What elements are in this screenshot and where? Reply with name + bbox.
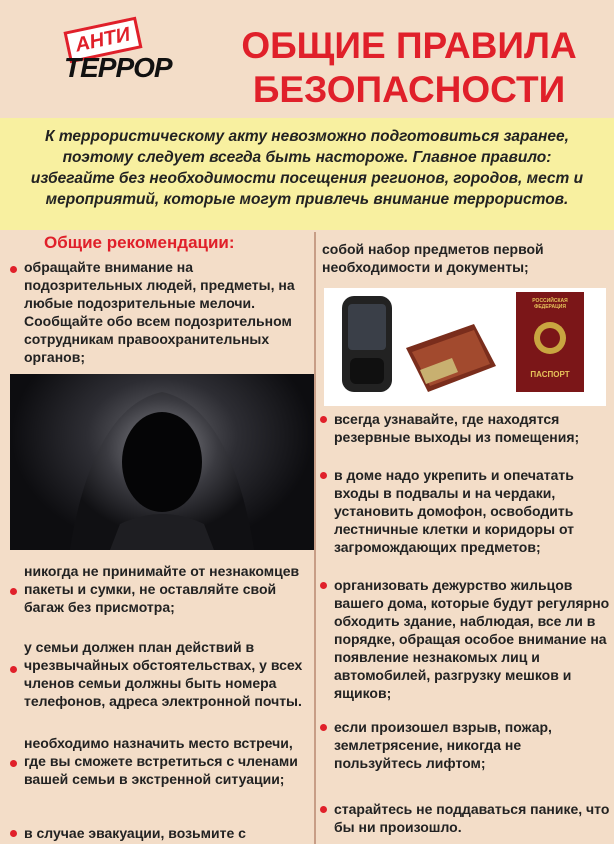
intro-band [0, 118, 614, 230]
logo-anti-label: АНТИ [63, 17, 142, 64]
title-line-1: ОБЩИЕ ПРАВИЛА [241, 25, 577, 66]
list-item: организовать дежурство жильцов вашего дома, которые будут регулярно обходить здание, наблюдая, все ли в порядке, обращая особое внимание на появление незнакомых лиц и автомобилей, разгрузку мешков и ящиков; [320, 576, 610, 702]
bullet-icon [320, 724, 327, 731]
list-item: если произошел взрыв, пожар, землетрясение, никогда не пользуйтесь лифтом; [320, 718, 610, 772]
bullet-icon [10, 666, 17, 673]
passport-label: ПАСПОРТ [530, 370, 570, 379]
bullet-icon [10, 266, 17, 273]
bullet-icon [10, 760, 17, 767]
bullet-icon [320, 806, 327, 813]
passport-header: РОССИЙСКАЯ ФЕДЕРАЦИЯ [532, 298, 568, 310]
list-item: необходимо назначить место встречи, где вы сможете встретиться с членами вашей семьи в экстренной ситуации; [10, 734, 306, 788]
title-line-2: БЕЗОПАСНОСТИ [252, 69, 566, 110]
anti-terror-logo [56, 10, 206, 98]
right-column [320, 232, 610, 844]
left-column [10, 232, 308, 844]
bullet-icon [320, 582, 327, 589]
bullet-icon [320, 472, 327, 479]
hooded-figure-icon [10, 374, 314, 550]
logo-terror-label: ТЕРРОР [64, 52, 172, 83]
bullet-icon [10, 588, 17, 595]
list-item: старайтесь не поддаваться панике, что бы ни произошло. [320, 800, 610, 836]
page-title [214, 24, 604, 112]
phone-icon [342, 296, 392, 392]
intro-text: К террористическому акту невозможно подготовиться заранее, поэтому следует всегда быть настороже. Главное правило: избегайте без необходимости посещения регионов, городов, мест и мероприятий, которые могут привлечь внимание террористов. [30, 128, 584, 208]
list-item: в доме надо укрепить и опечатать входы в подвалы и на чердаки, установить домофон, освободить лестничные клетки и коридоры от загромождающих предметов; [320, 466, 610, 556]
header [0, 0, 614, 118]
continuation-text: собой набор предметов первой необходимости и документы; [322, 241, 544, 275]
bullet-icon [320, 416, 327, 423]
essentials-image [324, 288, 606, 406]
list-item: обращайте внимание на подозрительных людей, предметы, на любые подозрительные мелочи. Сообщайте обо всем подозрительном сотрудникам правоохранительных органов; [10, 258, 306, 366]
bullet-icon [10, 830, 17, 837]
recommendations-heading: Общие рекомендации: [44, 233, 235, 252]
hooded-figure-image [10, 374, 314, 550]
list-item: всегда узнавайте, где находятся резервные выходы из помещения; [320, 410, 610, 446]
list-item: у семьи должен план действий в чрезвычайных обстоятельствах, у всех членов семьи должны быть номера телефонов, адреса электронной почты. [10, 638, 306, 710]
column-divider [314, 232, 316, 844]
list-item: никогда не принимайте от незнакомцев пакеты и сумки, не оставляйте свой багаж без присмотра; [10, 562, 308, 616]
wallet-icon [406, 324, 496, 392]
list-item: в случае эвакуации, возьмите с [10, 824, 306, 842]
